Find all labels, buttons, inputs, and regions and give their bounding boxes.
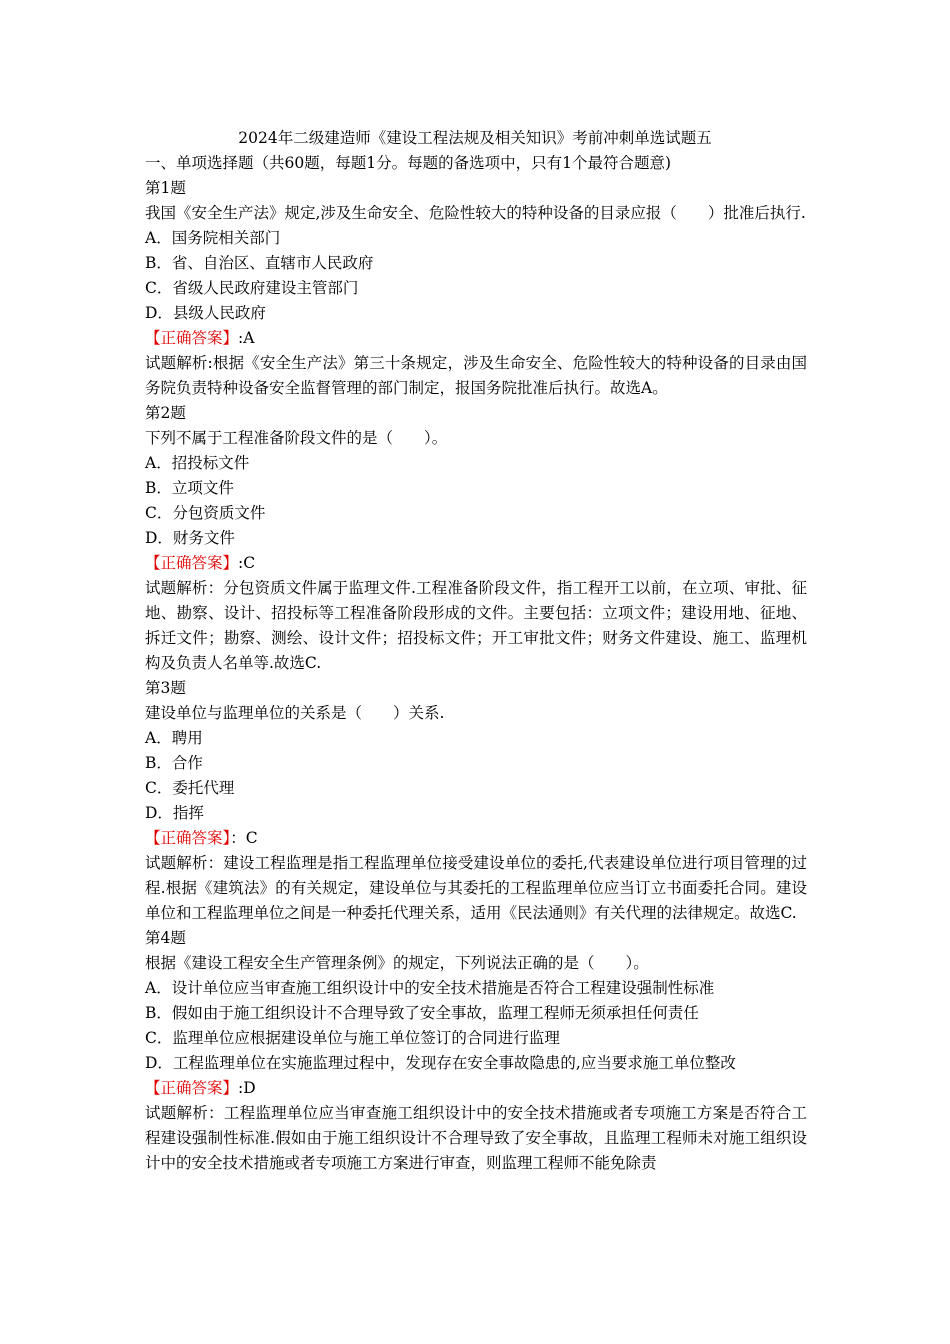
document-page	[145, 126, 807, 1176]
answer-label: 【正确答案】	[145, 1079, 239, 1097]
analysis-text: 试题解析：分包资质文件属于监理文件.工程准备阶段文件，指工程开工以前，在立项、审批、征地、勘察、设计、招投标等工程准备阶段形成的文件。主要包括：立项文件；建设用地、征地、拆迁文件；勘察、测绘、设计文件；招投标文件；开工审批文件；财务文件建设、施工、监理机构及负责人名单等.故选C.	[145, 579, 807, 672]
answer-line	[145, 826, 807, 851]
option-c: C．监理单位应根据建设单位与施工单位签订的合同进行监理	[145, 1029, 560, 1047]
document-title: 2024年二级建造师《建设工程法规及相关知识》考前冲刺单选试题五	[238, 129, 712, 147]
answer-line	[145, 551, 807, 576]
option-a: A．聘用	[145, 729, 203, 747]
question-stem: 根据《建设工程安全生产管理条例》的规定，下列说法正确的是（ ）。	[145, 954, 649, 972]
option-a: A．招投标文件	[145, 454, 250, 472]
option-d: D．县级人民政府	[145, 304, 266, 322]
analysis-text: 试题解析：工程监理单位应当审查施工组织设计中的安全技术措施或者专项施工方案是否符合工程建设强制性标准.假如由于施工组织设计不合理导致了安全事故，且监理工程师未对施工组织设计中的安全技术措施或者专项施工方案进行审查，则监理工程师不能免除责	[145, 1104, 807, 1172]
answer-label: 【正确答案】	[145, 329, 239, 347]
answer-value: :A	[238, 329, 255, 347]
option-d: D．工程监理单位在实施监理过程中，发现存在安全事故隐患的,应当要求施工单位整改	[145, 1054, 736, 1072]
question-block	[145, 926, 807, 1176]
analysis-text: 试题解析：建设工程监理是指工程监理单位接受建设单位的委托,代表建设单位进行项目管理的过程.根据《建筑法》的有关规定，建设单位与其委托的工程监理单位应当订立书面委托合同。建设单位和工程监理单位之间是一种委托代理关系，适用《民法通则》有关代理的法律规定。故选C.	[145, 854, 807, 922]
answer-label: 【正确答案】	[145, 829, 231, 847]
question-number: 第2题	[145, 404, 186, 422]
option-b: B．立项文件	[145, 479, 234, 497]
option-b: B．省、自治区、直辖市人民政府	[145, 254, 374, 272]
option-b: B．合作	[145, 754, 203, 772]
question-block	[145, 676, 807, 926]
question-stem: 我国《安全生产法》规定,涉及生命安全、危险性较大的特种设备的目录应报（ ）批准后执行.	[145, 204, 806, 222]
question-number: 第1题	[145, 179, 186, 197]
answer-line	[145, 326, 807, 351]
option-d: D．指挥	[145, 804, 204, 822]
question-stem: 建设单位与监理单位的关系是（ ）关系.	[145, 704, 445, 722]
option-c: C．委托代理	[145, 779, 235, 797]
option-c: C．省级人民政府建设主管部门	[145, 279, 359, 297]
option-c: C．分包资质文件	[145, 504, 266, 522]
option-a: A．设计单位应当审查施工组织设计中的安全技术措施是否符合工程建设强制性标准	[145, 979, 715, 997]
question-stem: 下列不属于工程准备阶段文件的是（ ）。	[145, 429, 448, 447]
question-number: 第3题	[145, 679, 186, 697]
answer-label: 【正确答案】	[145, 554, 239, 572]
answer-value: ：C	[230, 829, 258, 847]
question-block	[145, 401, 807, 676]
answer-line	[145, 1076, 807, 1101]
section-heading: 一、单项选择题（共60题，每题1分。每题的备选项中，只有1个最符合题意)	[145, 154, 671, 172]
option-a: A．国务院相关部门	[145, 229, 281, 247]
question-block	[145, 176, 807, 401]
option-b: B．假如由于施工组织设计不合理导致了安全事故，监理工程师无须承担任何责任	[145, 1004, 699, 1022]
option-d: D．财务文件	[145, 529, 235, 547]
analysis-text: 试题解析:根据《安全生产法》第三十条规定，涉及生命安全、危险性较大的特种设备的目录由国务院负责特种设备安全监督管理的部门制定，报国务院批准后执行。故选A。	[145, 354, 807, 397]
question-number: 第4题	[145, 929, 186, 947]
answer-value: :C	[238, 554, 256, 572]
answer-value: :D	[238, 1079, 256, 1097]
